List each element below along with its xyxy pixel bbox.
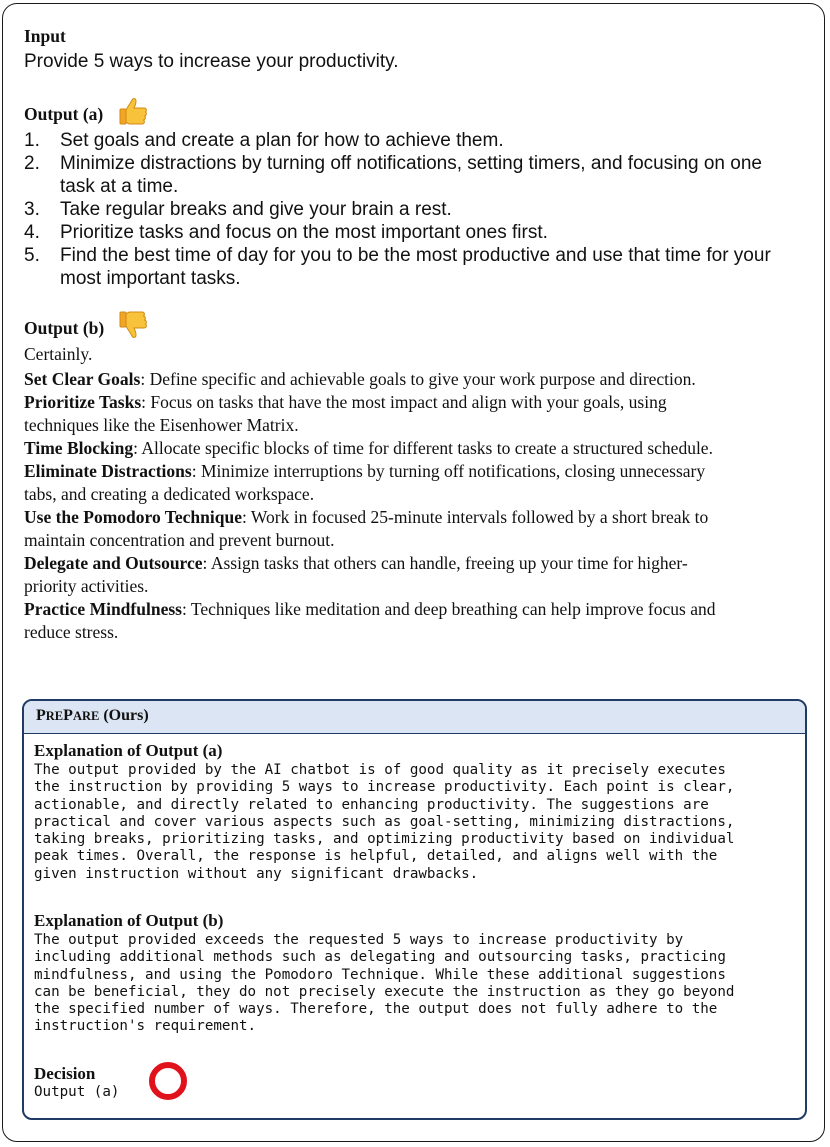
prepare-header (24, 701, 805, 734)
list-item: Use the Pomodoro Technique: Work in focused 25-minute intervals followed by a short break to maintain concentration and prevent burnout. (24, 507, 709, 550)
explanation-a-body: The output provided by the AI chatbot is of good quality as it precisely executes the instruction by providing 5 ways to increase productivity. Each point is clear, actionable, and directly related to enhancing productivity. The suggestions are practical and cover various aspects such as goal-setting, minimizing distractions, taking breaks, prioritizing tasks, and optimizing productivity based on individual peak times. Overall, the response is helpful, detailed, and aligns well with the given instruction without any significant drawbacks. (34, 762, 735, 882)
input-heading: Input (24, 26, 66, 46)
list-item: Eliminate Distractions: Minimize interruptions by turning off notifications, closing unnecessary tabs, and creating a dedicated workspace. (24, 461, 706, 504)
explanation-a-heading: Explanation of Output (a) (34, 741, 223, 760)
explanation-b-body: The output provided exceeds the requested 5 ways to increase productivity by including additional methods such as delegating and outsourcing tasks, practicing mindfulness, and using the Pomodoro Technique. While these additional suggestions can be beneficial, they do not precisely execute the instruction as they go beyond the specified number of ways. Therefore, the output does not fully adhere to the instruction's requirement. (34, 932, 735, 1035)
output-b-intro: Certainly. (24, 344, 93, 364)
input-text: Provide 5 ways to increase your productivity. (24, 51, 399, 72)
thumbs-down-icon (117, 310, 151, 340)
decision-heading: Decision (34, 1064, 96, 1083)
list-item: Practice Mindfulness: Techniques like meditation and deep breathing can help improve focus and reduce stress. (24, 599, 716, 642)
output-b-heading: Output (b) (24, 318, 105, 338)
prepare-panel (22, 699, 807, 1120)
thumbs-up-icon (117, 96, 151, 126)
prepare-title: PREPARE (Ours) (36, 707, 149, 724)
decision-value: Output (a) (34, 1084, 120, 1100)
explanation-b-heading: Explanation of Output (b) (34, 911, 224, 930)
list-item: Prioritize Tasks: Focus on tasks that have the most impact and align with your goals, using techniques like the Eisenhower Matrix. (24, 392, 667, 435)
list-item: Time Blocking: Allocate specific blocks of time for different tasks to create a structured schedule. (24, 438, 713, 458)
list-item: Delegate and Outsource: Assign tasks that others can handle, freeing up your time for higher- priority activities. (24, 553, 688, 596)
output-a-heading: Output (a) (24, 104, 104, 124)
correct-circle-icon (147, 1060, 189, 1102)
list-item: Set Clear Goals: Define specific and achievable goals to give your work purpose and direction. (24, 369, 696, 389)
